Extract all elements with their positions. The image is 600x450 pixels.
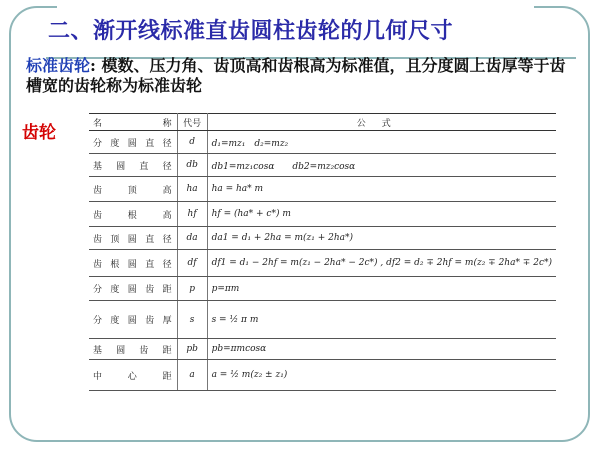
param-name: 齿顶高 xyxy=(89,177,177,202)
param-formula: db1=mz₁cosα db2=mz₂cosα xyxy=(207,154,556,177)
table-row xyxy=(89,177,556,202)
table-row xyxy=(89,360,556,391)
table-row xyxy=(89,131,556,154)
param-formula: pb=πmcosα xyxy=(207,339,556,360)
table-row xyxy=(89,301,556,339)
intro-text: : 模数、压力角、齿顶高和齿根高为标准值，且分度圆上齿厚等于齿槽宽的齿轮称为标准齿轮 xyxy=(26,56,566,95)
param-formula: df1 = d₁ − 2hf = m(z₁ − 2ha* − 2c*) , df2 = d₂ ∓ 2hf = m(z₂ ∓ 2ha* ∓ 2c*) xyxy=(207,250,556,277)
param-formula: d₁=mz₁ d₂=mz₂ xyxy=(207,131,556,154)
param-formula: ha = ha* m xyxy=(207,177,556,202)
header-name: 名 称 xyxy=(89,114,177,131)
param-formula: a = ½ m(z₂ ± z₁) xyxy=(207,360,556,391)
header-symbol: 代号 xyxy=(177,114,207,131)
param-name: 分度圆齿距 xyxy=(89,277,177,301)
param-symbol: s xyxy=(177,301,207,339)
param-formula: s = ½ π m xyxy=(207,301,556,339)
table-header-row xyxy=(89,114,556,131)
table-row xyxy=(89,277,556,301)
gear-parameter-table xyxy=(89,113,556,391)
param-name: 分度圆齿厚 xyxy=(89,301,177,339)
intro-paragraph xyxy=(26,56,566,96)
side-label: 齿轮 xyxy=(22,123,56,143)
table-row xyxy=(89,250,556,277)
table-row xyxy=(89,202,556,227)
slide-title: 二、渐开线标准直齿圆柱齿轮的几何尺寸 xyxy=(48,18,454,44)
intro-term: 标准齿轮 xyxy=(26,56,91,75)
frame-gap xyxy=(57,4,534,10)
param-formula: hf = (ha* + c*) m xyxy=(207,202,556,227)
param-symbol: a xyxy=(177,360,207,391)
param-name: 分度圆直径 xyxy=(89,131,177,154)
param-symbol: db xyxy=(177,154,207,177)
param-formula: da1 = d₁ + 2ha = m(z₁ + 2ha*) xyxy=(207,227,556,250)
param-symbol: hf xyxy=(177,202,207,227)
param-name: 齿顶圆直径 xyxy=(89,227,177,250)
param-symbol: d xyxy=(177,131,207,154)
param-formula: p=πm xyxy=(207,277,556,301)
header-formula: 公式 xyxy=(207,114,556,131)
param-name: 基圆齿距 xyxy=(89,339,177,360)
param-symbol: df xyxy=(177,250,207,277)
param-symbol: pb xyxy=(177,339,207,360)
param-symbol: da xyxy=(177,227,207,250)
param-symbol: p xyxy=(177,277,207,301)
table-row xyxy=(89,339,556,360)
param-name: 中心距 xyxy=(89,360,177,391)
table-row xyxy=(89,154,556,177)
param-name: 基圆直径 xyxy=(89,154,177,177)
param-name: 齿根高 xyxy=(89,202,177,227)
param-symbol: ha xyxy=(177,177,207,202)
table-row xyxy=(89,227,556,250)
param-name: 齿根圆直径 xyxy=(89,250,177,277)
